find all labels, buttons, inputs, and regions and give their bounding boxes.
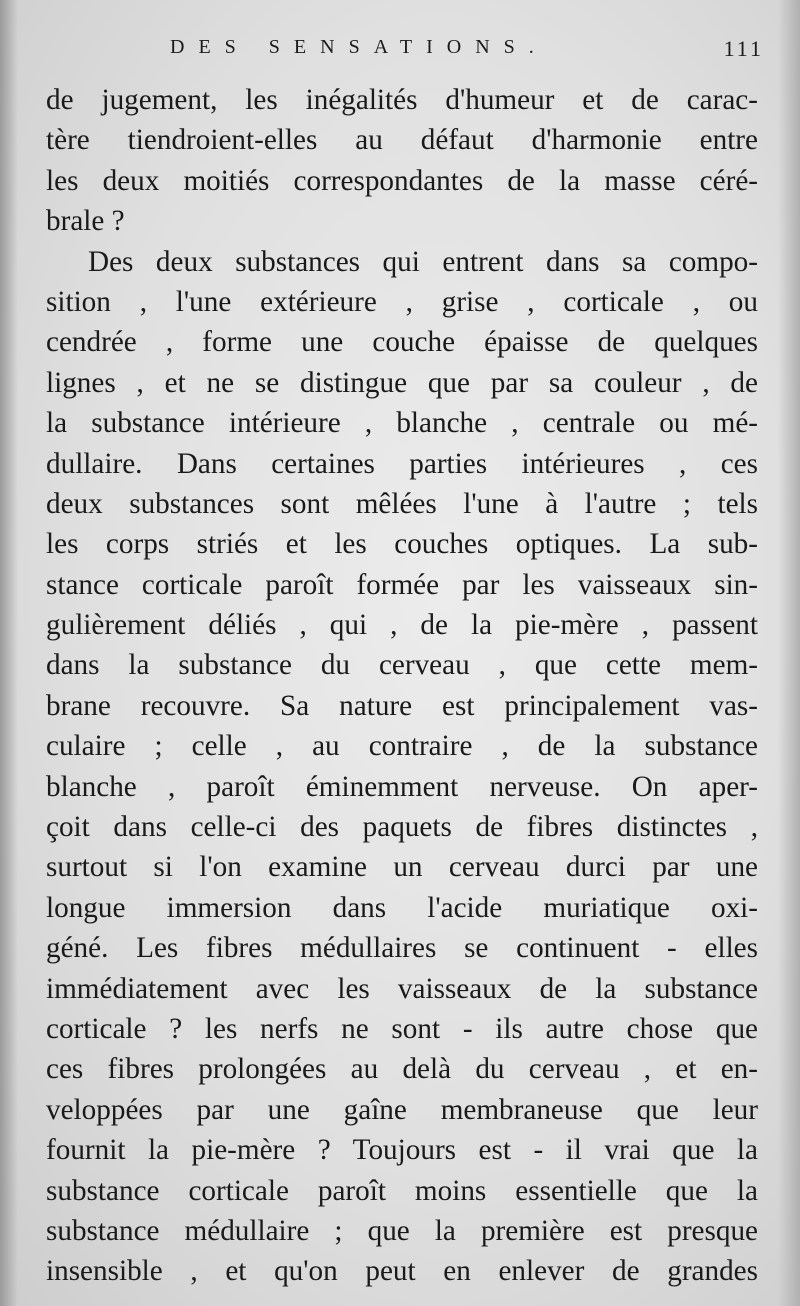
text-line: çoit dans celle-ci des paquets de fibres distinctes , <box>46 811 758 844</box>
text-line: dans la substance du cerveau , que cette mem- <box>46 649 758 682</box>
text-line: dullaire. Dans certaines parties intérieures , ces <box>46 447 758 480</box>
text-line: substance médullaire ; que la première est presque <box>46 1214 758 1247</box>
text-line: de jugement, les inégalités d'humeur et de carac- <box>46 84 758 116</box>
text-line: les deux moitiés correspondantes de la masse céré- <box>46 164 758 197</box>
text-line: corticale ? les nerfs ne sont - ils autre chose que <box>46 1012 758 1045</box>
text-line: géné. Les fibres médullaires se continuent - elles <box>46 932 758 965</box>
text-line: surtout si l'on examine un cerveau durci par une <box>46 851 758 884</box>
page-number: 111 <box>723 36 764 61</box>
text-line: stance corticale paroît formée par les vaisseaux sin- <box>46 568 758 601</box>
text-line: cendrée , forme une couche épaisse de quelques <box>46 326 758 359</box>
text-line: la substance intérieure , blanche , centrale ou mé- <box>46 407 758 440</box>
text-line: deux substances sont mêlées l'une à l'autre ; tels <box>46 487 758 520</box>
text-line: fournit la pie-mère ? Toujours est - il vrai que la <box>46 1134 758 1167</box>
text-line: insensible , et qu'on peut en enlever de grandes <box>46 1255 758 1288</box>
text-line: brane recouvre. Sa nature est principalement vas- <box>46 689 758 722</box>
body-text <box>46 80 758 1292</box>
text-line: blanche , paroît éminemment nerveuse. On aper- <box>46 770 758 803</box>
running-title: DES SENSATIONS. <box>170 36 548 58</box>
text-line: culaire ; celle , au contraire , de la substance <box>46 730 758 763</box>
text-line: lignes , et ne se distingue que par sa couleur , de <box>46 366 758 399</box>
text-line: sition , l'une extérieure , grise , corticale , ou <box>46 285 758 318</box>
text-line: immédiatement avec les vaisseaux de la substance <box>46 972 758 1005</box>
text-line: veloppées par une gaîne membraneuse que leur <box>46 1093 758 1126</box>
text-line: tère tiendroient-elles au défaut d'harmonie entre <box>46 124 758 157</box>
paragraph-start-line: Des deux substances qui entrent dans sa compo- <box>88 245 758 278</box>
text-line: longue immersion dans l'acide muriatique oxi- <box>46 891 758 924</box>
text-line: substance corticale paroît moins essentielle que la <box>46 1174 758 1207</box>
text-line: ces fibres prolongées au delà du cerveau , et en- <box>46 1053 758 1086</box>
text-line: gulièrement déliés , qui , de la pie-mère , passent <box>46 609 758 642</box>
text-line: brale ? <box>46 205 125 238</box>
running-head <box>170 36 770 76</box>
text-line: les corps striés et les couches optiques. La sub- <box>46 528 758 561</box>
